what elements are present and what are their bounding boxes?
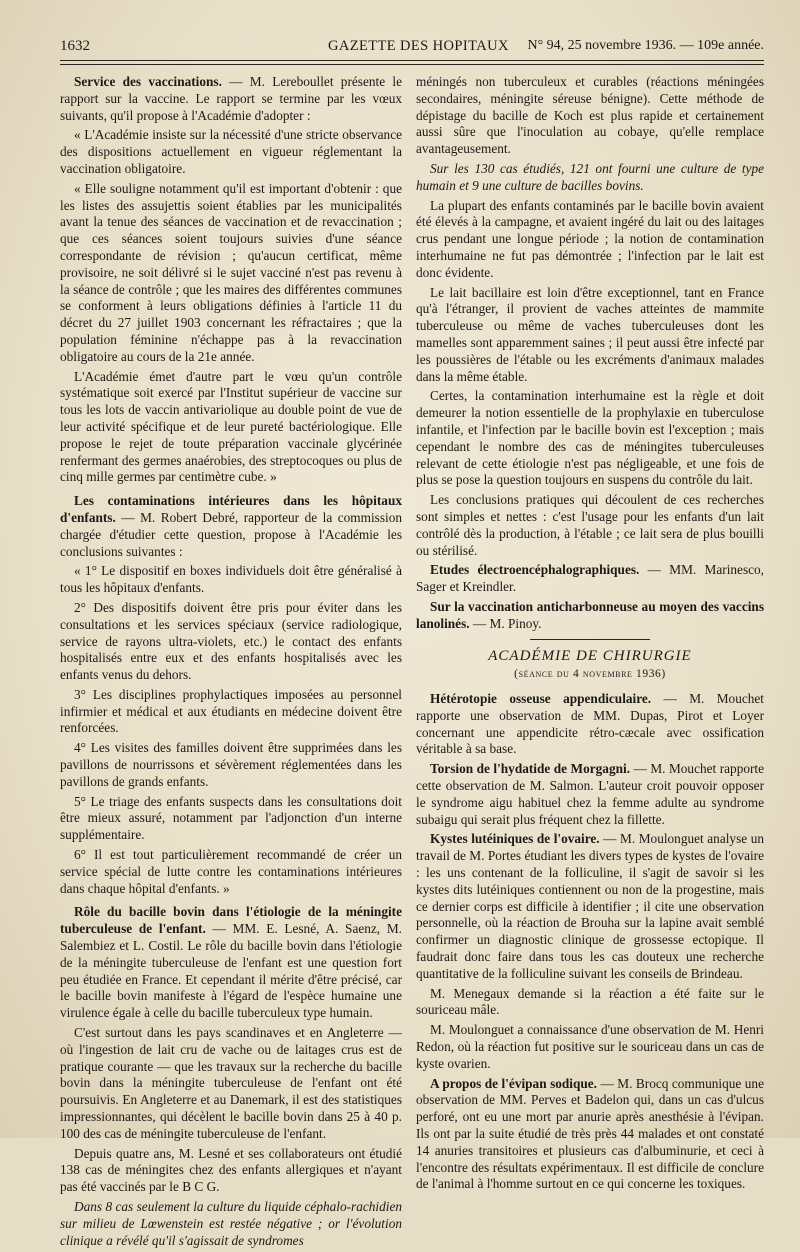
section-subtitle: (séance du 4 novembre 1936) — [514, 668, 666, 681]
paragraph: M. Menegaux demande si la réaction a été faite sur le souriceau mâle. — [416, 985, 764, 1018]
article-contaminations — [60, 493, 402, 560]
article-evipan — [416, 1076, 764, 1194]
issue-info: N° 94, 25 novembre 1936. — 109e année. — [527, 38, 764, 53]
paragraph: 5° Le triage des enfants suspects dans les consultations doit être mieux assuré, notamment par l'adjonction d'un interne supplémentaire. — [60, 793, 402, 843]
article-vaccinations — [60, 74, 402, 124]
right-column — [416, 74, 764, 1196]
article-vaccination-charbon — [416, 599, 764, 633]
section-title: ACADÉMIE DE CHIRURGIE — [488, 647, 692, 664]
section-divider — [530, 639, 650, 640]
article-heading: Rôle du bacille bovin dans l'étiologie de la méningite tuberculeuse de l'enfant. — [60, 904, 402, 937]
article-text: — M. Brocq communique une observation de MM. Perves et Badelon qui, dans un cas d'ulcus perforé, ont eu une mort par anurie après anesthésie à l'évipan. Ils ont par la suite étudié de très près 44 malades et ont constaté 14 anuries transitoires et plusieurs cas d'albuminurie, et ceci à l'encontre des résultats expérimentaux. Il est difficile de conclure de l'animal à l'homme surtout en ce qui concerne les toxiques. — [416, 1075, 764, 1192]
article-heading: Sur la vaccination anticharbonneuse au moyen des vaccins lanolinés. — [416, 598, 764, 631]
article-text: — M. Pinoy. — [472, 615, 542, 631]
paragraph: méningés non tuberculeux et curables (réactions méningées secondaires, méningite séreuse bénigne). Cette méthode de dépistage du bacille de Koch est plus rapide et certainement aussi sûre que l'inoculation au cobaye, qu'elle remplace avantageusement. — [416, 74, 764, 157]
article-text: — M. Robert Debré, rapporteur de la commission chargée d'étudier cette question, propose à l'Académie les conclusions suivantes : — [60, 509, 402, 559]
article-heading: Torsion de l'hydatide de Morgagni. — [430, 761, 631, 777]
paragraph: M. Moulonguet a connaissance d'une observation de M. Henri Redon, où la réaction fut positive sur le souriceau dans un cas de kyste ovarien. — [416, 1022, 764, 1071]
article-heterotopie — [416, 691, 764, 758]
article-text: — MM. Marinesco, Sager et Kreindler. — [416, 562, 764, 595]
paragraph: « 1° Le dispositif en boxes individuels doit être généralisé à tous les hôpitaux d'enfants. — [60, 563, 402, 596]
paragraph: 6° Il est tout particulièrement recommandé de créer un service spécial de lutte contre les contaminations intérieures dans chaque hôpital d'enfants. » — [60, 847, 402, 896]
paragraph: « L'Académie insiste sur la nécessité d'une stricte observance des dispositions actuellement en vigueur réglementant la vaccination obligatoire. — [60, 127, 402, 176]
article-kystes — [416, 831, 764, 982]
article-text: — M. Mouchet rapporte une observation de MM. Dupas, Pirot et Loyer concernant une appendicite rétro-cæcale avec ossification véritable à sa base. — [416, 691, 765, 757]
header-rule-thin — [60, 64, 764, 65]
paragraph: Les conclusions pratiques qui découlent de ces recherches sont simples et nettes : c'est l'usage pour les enfants d'un lait contrôlé dès la production, à l'étable ; ce lait sera de plus bouilli ou stérilisé. — [416, 492, 764, 558]
paragraph: 2° Des dispositifs doivent être pris pour éviter dans les consultations et les services spéciaux (service radiologique, service de rayons ultra-violets, etc.) le contact des enfants hospitalisés entre eux et des enfants hospitalisés avec les enfants venus du dehors. — [60, 599, 402, 683]
article-eeg — [416, 562, 764, 596]
page-number: 1632 — [60, 38, 90, 54]
paragraph: Dans 8 cas seulement la culture du liquide céphalo-rachidien sur milieu de Lœwenstein est restée négative ; or l'évolution clinique a révélé qu'il s'agissait de syndromes — [60, 1199, 402, 1248]
paragraph: « Elle souligne notamment qu'il est important d'obtenir : que les listes des assujettis soient établies par les municipalités avant la tenue des séances de vaccination et de revaccination ; que ces séances soient toujours suivies d'une séance correspondante de révision ; qu'aucun certificat, même provisoire, ne soit délivré si le sujet vacciné n'est pas revenu à la séance de contrôle ; que les maires des différentes communes se conforment à leurs obligations définies à l'article 11 du décret du 27 juillet 1903 concernant les réfractaires ; que la population féminine n'échappe pas à la revaccination obligatoire au cours de la 21e année. — [60, 180, 402, 364]
left-column — [60, 74, 402, 1252]
article-text: — M. Mouchet rapporte cette observation de M. Salmon. L'auteur croit pouvoir opposer le syndrome aigu habituel chez la femme adulte au syndrome subaigu qui serait plus fréquent chez la fillette. — [416, 761, 765, 827]
paragraph: C'est surtout dans les pays scandinaves et en Angleterre — où l'ingestion de lait cru de vache ou de laitages crus est de pratique courante — que les travaux sur la recherche du bacille bovin dans la méningite tuberculeuse de l'enfant ont été poursuivis. En Angleterre et au Danemark, il est des statistiques impressionnantes, qui décèlent le bacille bovin dans 25 à 40 p. 100 des cas de méningite tuberculeuse de l'enfant. — [60, 1025, 402, 1141]
paragraph: 4° Les visites des familles doivent être supprimées dans les pavillons de nourrissons et sévèrement réglementées dans les pavillons de grands enfants. — [60, 740, 402, 789]
paragraph: Certes, la contamination interhumaine est la règle et doit demeurer la notion essentielle de la prophylaxie en tuberculose infantile, et l'infection par le bacille bovin est l'exception ; mais cependant le nombre des cas de méningites tuberculeuses relevant de cette étiologie n'est pas négligeable, et une fois de plus se pose la question toujours en suspens du contrôle du lait. — [416, 388, 764, 488]
article-heading: Hétérotopie osseuse appendiculaire. — [430, 691, 652, 707]
paragraph: La plupart des enfants contaminés par le bacille bovin avaient été élevés à la campagne, et avaient ingéré du lait ou des laitages crus pendant une longue période ; la notion de contamination interhumaine ne fut pas démontrée ; l'infection par le lait est donc évidente. — [416, 197, 764, 280]
paragraph: Sur les 130 cas étudiés, 121 ont fourni une culture de type humain et 9 une culture de bacilles bovins. — [416, 160, 764, 193]
paragraph: Le lait bacillaire est loin d'être exceptionnel, tant en France qu'à l'étranger, il provient de vaches atteintes de mammite tuberculeuse ou même de vaches tuberculeuses dont les mamelles sont apparemment saines ; il peut aussi être infecté par les poussières de l'étable ou les excréments d'animaux malades dans la même étable. — [416, 284, 764, 384]
journal-title: GAZETTE DES HOPITAUX — [328, 38, 509, 54]
article-heading: Service des vaccinations. — [74, 74, 222, 89]
article-heading: Etudes électroencéphalographiques. — [430, 562, 640, 578]
header-rule — [60, 60, 764, 61]
article-torsion — [416, 761, 764, 828]
paragraph: L'Académie émet d'autre part le vœu qu'un contrôle systématique soit exercé par l'Institut supérieur de vaccine sur tous les lots de vaccin antivariolique au double point de vue de leur activité spécifique et de leur pureté bactériologique. Elle propose le rejet de toute préparation vaccinale glycérinée renfermant des germes anaérobies, des streptocoques ou plus de cinq mille germes par centimètre cube. » — [60, 368, 402, 485]
article-heading: Les contaminations intérieures dans les hôpitaux d'enfants. — [60, 493, 402, 525]
article-bacille-bovin — [60, 904, 402, 1022]
article-heading: Kystes lutéiniques de l'ovaire. — [430, 831, 600, 847]
article-text: — MM. E. Lesné, A. Saenz, M. Salembiez et L. Costil. Le rôle du bacille bovin dans l'étiologie de la méningite tuberculeuse de l'enfant est une question fort peu étudiée en France. Et cependant il mérite d'être précisé, car le bacille bovin manifeste à l'égard de l'espèce humaine une virulence égale à celle du bacille tuberculeux type humain. — [60, 921, 402, 1021]
article-text: — M. Moulonguet analyse un travail de M. Portes étudiant les divers types de kystes de l'ovaire : les uns contenant de la folliculine, il s'agit de savoir si les kystes dits lutéiniques contiennent ou non de la progestine, mais ce dernier corps est difficile à identifier ; il cite une observation personnelle, où la réaction de Brouha sur la lapine avait semblé confirmer un diagnostic clinique de grossesse ectopique. Il faudrait donc faire dans tous les cas douteux une recherche quantitative de la folliculine suivant les conseils de Brindeau. — [416, 831, 764, 981]
article-text: — M. Lereboullet présente le rapport sur la vaccine. Le rapport se termine par les vœux suivants, qu'il propose à l'Académie d'adopter : — [60, 74, 402, 123]
paragraph: Depuis quatre ans, M. Lesné et ses collaborateurs ont étudié 138 cas de méningites chez des enfants allergiques et n'ayant pas été vaccinés par le B C G. — [60, 1145, 402, 1195]
article-heading: A propos de l'évipan sodique. — [430, 1075, 598, 1091]
paragraph: 3° Les disciplines prophylactiques imposées au personnel infirmier et médical et aux étudiants en médecine doivent être renforcées. — [60, 686, 402, 736]
